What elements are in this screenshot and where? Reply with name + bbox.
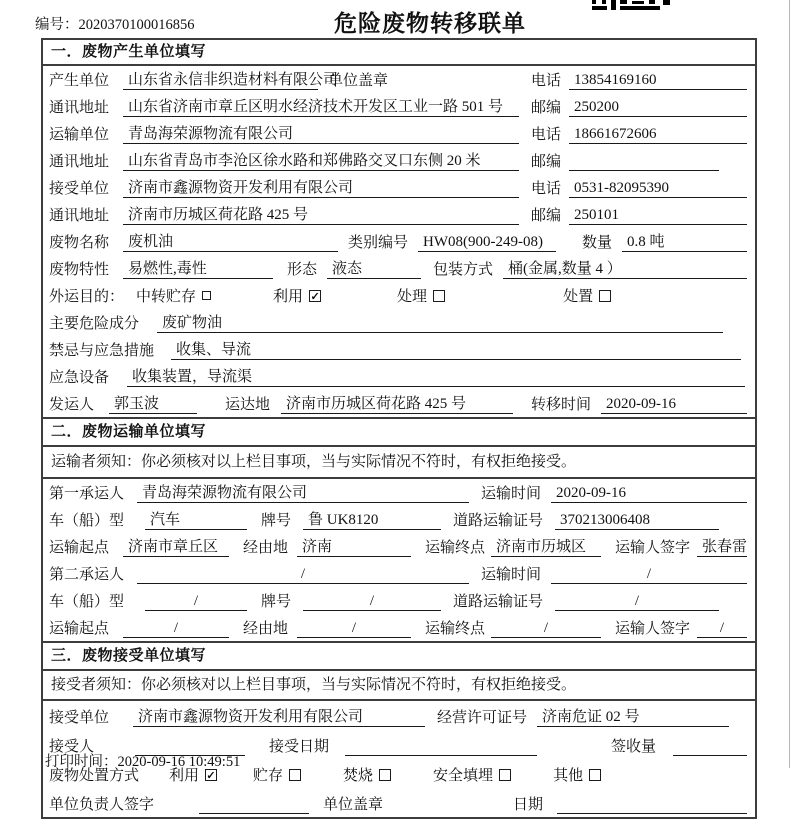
purpose-option-storage: [136, 285, 211, 306]
via1-value: 济南: [297, 535, 411, 557]
field-route1: [43, 533, 755, 560]
disposal-option-other: [553, 764, 601, 785]
field-transporter-address: [43, 147, 755, 174]
waste-name-label: 废物名称: [49, 235, 110, 251]
print-time-value: 2020-09-16 10:49:51: [117, 754, 241, 770]
waste-trait-value: 易燃性,毒性: [123, 257, 273, 279]
checkbox-disposal-other-unchecked: [589, 769, 601, 781]
print-time: [45, 750, 240, 771]
disposal-store-label: 贮存: [253, 768, 284, 784]
sign2-label: 运输人签字: [615, 621, 691, 637]
terminus1-value: 济南市历城区: [491, 535, 601, 557]
checkbox-storage-unchecked: [202, 291, 211, 300]
section3-header: 三．废物接受单位填写: [43, 641, 755, 671]
section2-notice: 运输者须知：你必须核对以上栏目事项，当与实际情况不符时，有权拒绝接受。: [43, 447, 755, 479]
terminus1-label: 运输终点: [425, 540, 486, 556]
accept-unit-label: 接受单位: [49, 710, 110, 726]
license2-label: 道路运输证号: [453, 594, 544, 610]
transport-time2-label: 运输时间: [481, 567, 542, 583]
destination-label: 运达地: [225, 397, 271, 413]
check-mark: ✓: [310, 290, 320, 303]
doc-number-label: 编号：: [35, 17, 79, 33]
hazard-label: 主要危险成分: [49, 316, 140, 332]
via1-label: 经由地: [243, 540, 289, 556]
permit-label: 经营许可证号: [437, 710, 528, 726]
category-value: HW08(900-249-08): [418, 234, 556, 252]
receiver-address-label: 通讯地址: [49, 208, 110, 224]
checkbox-disposal-burn-unchecked: [379, 769, 391, 781]
sign-date-label: 日期: [513, 797, 544, 813]
producer-value: 山东省永信非织造材料有限公司: [123, 68, 318, 90]
form-label: 形态: [287, 262, 318, 278]
packing-label: 包装方式: [433, 262, 494, 278]
page-edge-line: [789, 0, 790, 768]
field-transporter: [43, 120, 755, 147]
vehicle2-value: /: [145, 593, 247, 611]
purpose-reuse-label: 利用: [273, 289, 304, 305]
amount-value: [673, 755, 747, 756]
accept-date-label: 接受日期: [269, 739, 330, 755]
hazard-value: 废矿物油: [157, 311, 723, 333]
destination-value: 济南市历城区荷花路 425 号: [281, 392, 513, 414]
disposal-reuse-label: 利用: [169, 768, 200, 784]
head-sign-label: 单位负责人签字: [49, 797, 155, 813]
terminus2-value: /: [491, 620, 601, 638]
field-head-signature: [43, 788, 755, 817]
field-hazard-component: [43, 309, 755, 336]
consignor-label: 发运人: [49, 397, 95, 413]
sign-date-value: [557, 813, 747, 814]
taboo-value: 收集、导流: [171, 338, 741, 360]
origin1-value: 济南市章丘区: [123, 535, 229, 557]
disposal-burn-label: 焚烧: [343, 768, 374, 784]
transport-time1-label: 运输时间: [481, 486, 542, 502]
field-route2: [43, 614, 755, 641]
carrier2-value: /: [137, 566, 469, 584]
field-waste-name: [43, 228, 755, 255]
page-title: 危险废物转移联单: [334, 11, 526, 36]
accept-person-label: 接受人: [49, 739, 95, 755]
equipment-value: 收集装置，导流渠: [127, 365, 745, 387]
receiver-address-value: 济南市历城区荷花路 425 号: [123, 203, 519, 225]
purpose-storage-label: 中转贮存: [136, 289, 197, 305]
quantity-value: 0.8 吨: [622, 230, 747, 252]
unit-seal-label: 单位盖章: [328, 73, 389, 89]
purpose-option-disposal: [563, 285, 611, 306]
section2-header: 二．废物运输单位填写: [43, 417, 755, 447]
field-carrier2: [43, 560, 755, 587]
category-label: 类别编号: [348, 235, 409, 251]
quantity-label: 数量: [582, 235, 613, 251]
transport-time1-value: 2020-09-16: [551, 485, 747, 503]
section3-notice: 接受者须知：你必须核对以上栏目事项，当与实际情况不符时，有权拒绝接受。: [43, 671, 755, 701]
field-accept-unit: [43, 701, 755, 730]
checkbox-disposal-unchecked: [599, 290, 611, 302]
transporter-phone-value: 18661672606: [569, 126, 747, 144]
waste-name-value: 废机油: [123, 230, 338, 252]
transporter-label: 运输单位: [49, 127, 110, 143]
producer-phone-value: 13854169160: [569, 72, 747, 90]
check-mark: ✓: [206, 769, 216, 782]
equipment-label: 应急设备: [49, 370, 110, 386]
transporter-address-label: 通讯地址: [49, 154, 110, 170]
origin2-value: /: [123, 620, 229, 638]
sign2-value: /: [697, 620, 747, 638]
field-vehicle1: [43, 506, 755, 533]
license1-value: 370213006408: [555, 512, 719, 530]
field-receiver: [43, 174, 755, 201]
receiver-phone-label: 电话: [531, 181, 562, 197]
disposal-option-burn: [343, 764, 391, 785]
amount-label: 签收量: [611, 739, 657, 755]
receiver-value: 济南市鑫源物资开发利用有限公司: [123, 176, 519, 198]
plate1-label: 牌号: [261, 513, 292, 529]
field-waste-trait: [43, 255, 755, 282]
checkbox-disposal-landfill-unchecked: [499, 769, 511, 781]
producer-zip-label: 邮编: [531, 100, 562, 116]
field-producer-address: [43, 93, 755, 120]
receiver-phone-value: 0531-82095390: [569, 180, 747, 198]
sign1-label: 运输人签字: [615, 540, 691, 556]
via2-label: 经由地: [243, 621, 289, 637]
transporter-zip-label: 邮编: [531, 154, 562, 170]
producer-phone-label: 电话: [531, 73, 562, 89]
field-transfer-purpose: [43, 282, 755, 309]
license1-label: 道路运输证号: [453, 513, 544, 529]
field-consignor: [43, 390, 755, 417]
receiver-zip-label: 邮编: [531, 208, 562, 224]
transporter-phone-label: 电话: [531, 127, 562, 143]
section1-header: 一．废物产生单位填写: [43, 40, 755, 66]
producer-label: 产生单位: [49, 73, 110, 89]
vehicle1-value: 汽车: [145, 508, 247, 530]
unit-seal2-label: 单位盖章: [323, 797, 384, 813]
vehicle1-label: 车（船）型: [49, 513, 125, 529]
terminus2-label: 运输终点: [425, 621, 486, 637]
disposal-option-store: [253, 764, 301, 785]
origin2-label: 运输起点: [49, 621, 110, 637]
vehicle2-label: 车（船）型: [49, 594, 125, 610]
taboo-label: 禁忌与应急措施: [49, 343, 155, 359]
transfer-form-table: [41, 38, 757, 819]
field-receiver-address: [43, 201, 755, 228]
transporter-value: 青岛海荣源物流有限公司: [123, 122, 519, 144]
accept-unit-value: 济南市鑫源物资开发利用有限公司: [133, 705, 425, 727]
plate1-value: 鲁 UK8120: [303, 508, 441, 530]
disposal-option-landfill: [433, 764, 511, 785]
transfer-date-value: 2020-09-16: [601, 396, 747, 414]
print-time-label: 打印时间：: [45, 754, 118, 770]
field-emergency-equipment: [43, 363, 755, 390]
purpose-disposal-label: 处置: [563, 289, 594, 305]
doc-number-value: 2020370100016856: [78, 17, 195, 33]
field-vehicle2: [43, 587, 755, 614]
qr-code-fragment-icon: [592, 0, 670, 10]
checkbox-disposal-store-unchecked: [289, 769, 301, 781]
plate2-value: /: [303, 593, 441, 611]
field-taboo-measures: [43, 336, 755, 363]
producer-zip-value: 250200: [569, 99, 747, 117]
purpose-option-reuse: [273, 285, 321, 306]
producer-address-label: 通讯地址: [49, 100, 110, 116]
checkbox-reuse-checked: [309, 290, 321, 302]
license2-value: /: [555, 593, 719, 611]
purpose-treatment-label: 处理: [397, 289, 428, 305]
transport-time2-value: /: [551, 566, 747, 584]
origin1-label: 运输起点: [49, 540, 110, 556]
receiver-label: 接受单位: [49, 181, 110, 197]
carrier1-value: 青岛海荣源物流有限公司: [137, 481, 469, 503]
purpose-option-treatment: [397, 285, 445, 306]
via2-value: /: [297, 620, 411, 638]
disposal-other-label: 其他: [553, 768, 584, 784]
sign1-value: 张春雷: [697, 535, 747, 557]
packing-value: 桶(金属,数量 4 ）: [503, 257, 747, 279]
disposal-landfill-label: 安全填埋: [433, 768, 494, 784]
field-carrier1: [43, 479, 755, 506]
transfer-date-label: 转移时间: [531, 397, 592, 413]
receiver-zip-value: 250101: [569, 207, 747, 225]
purpose-label: 外运目的：: [49, 289, 125, 305]
plate2-label: 牌号: [261, 594, 292, 610]
carrier2-label: 第二承运人: [49, 567, 125, 583]
permit-value: 济南危证 02 号: [537, 705, 729, 727]
head-sign-value: [199, 813, 309, 814]
consignor-value: 郭玉波: [109, 392, 197, 414]
accept-date-value: [345, 755, 537, 756]
transporter-zip-value: [569, 170, 719, 171]
producer-address-value: 山东省济南市章丘区明水经济技术开发区工业一路 501 号: [123, 95, 519, 117]
transporter-address-value: 山东省青岛市李沧区徐水路和郑佛路交叉口东侧 20 米: [123, 149, 519, 171]
form-value: 液态: [327, 257, 421, 279]
disposal-method-label: 废物处置方式: [49, 768, 140, 784]
checkbox-treatment-unchecked: [433, 290, 445, 302]
carrier1-label: 第一承运人: [49, 486, 125, 502]
waste-trait-label: 废物特性: [49, 262, 110, 278]
field-producer: [43, 66, 755, 93]
